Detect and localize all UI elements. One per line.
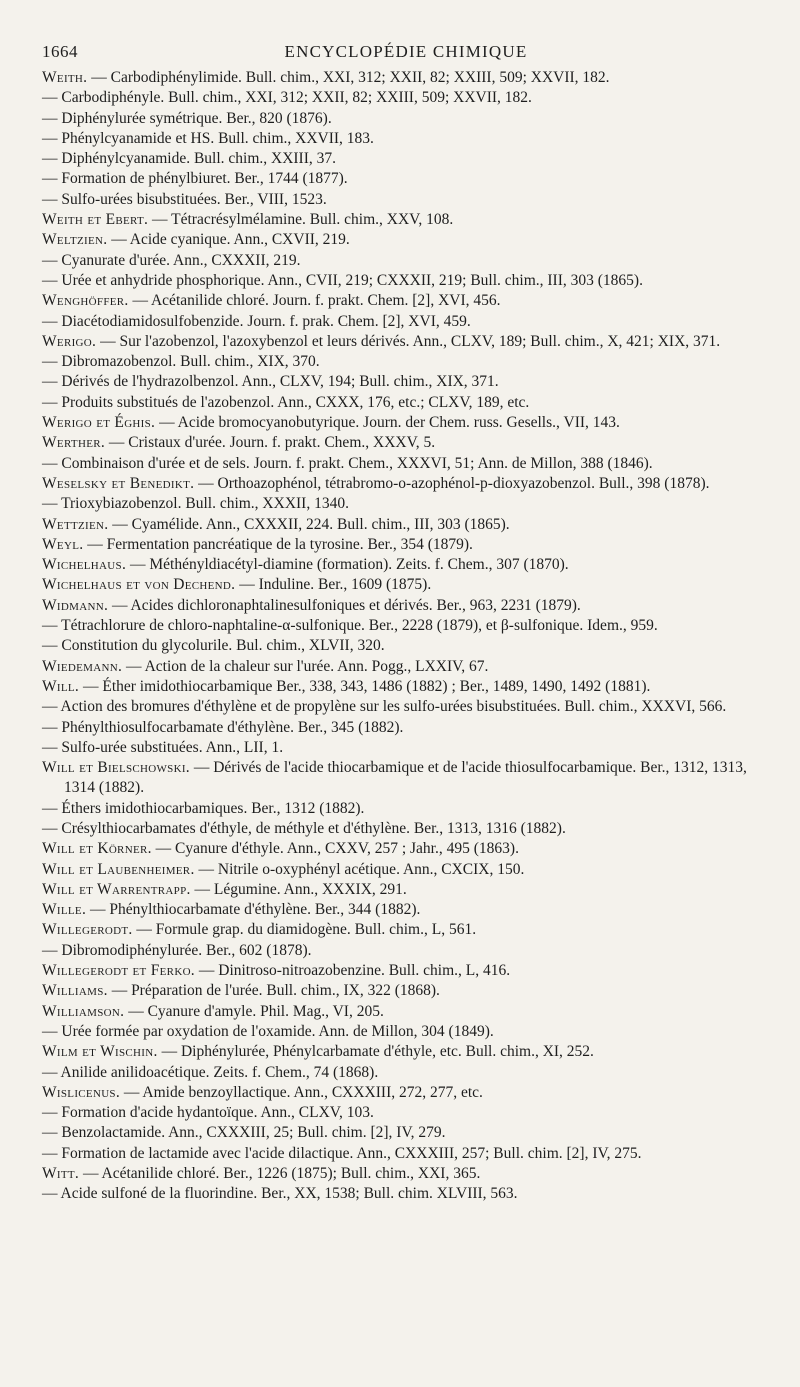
entry-text: — Action des bromures d'éthylène et de propylène sur les sulfo-urées bisubstituées. Bull. chim., XXXVI, 566.: [42, 698, 727, 716]
entry-text: — Éther imidothiocarbamique Ber., 338, 343, 1486 (1882) ; Ber., 1489, 1490, 1492 (1881).: [79, 677, 651, 695]
bibliography-list: [42, 68, 770, 1205]
bibliography-entry: [42, 169, 770, 189]
entry-text: — Induline. Ber., 1609 (1875).: [235, 576, 432, 594]
entry-author: Wille.: [42, 901, 87, 919]
entry-text: — Dibromodiphénylurée. Ber., 602 (1878).: [42, 941, 312, 959]
bibliography-entry: [42, 474, 770, 494]
entry-text: — Préparation de l'urée. Bull. chim., IX, 322 (1868).: [107, 982, 440, 1000]
entry-author: Williamson.: [42, 1002, 125, 1020]
entry-author: Weith.: [42, 69, 88, 86]
entry-text: — Action de la chaleur sur l'urée. Ann. Pogg., LXXIV, 67.: [122, 657, 489, 675]
entry-text: — Benzolactamide. Ann., CXXXIII, 25; Bull. chim. [2], IV, 279.: [42, 1124, 446, 1142]
entry-text: — Phénylthiosulfocarbamate d'éthylène. Ber., 345 (1882).: [42, 718, 404, 736]
entry-author: Wichelhaus.: [42, 556, 127, 574]
page-header: [42, 38, 770, 64]
bibliography-entry: [42, 860, 770, 880]
bibliography-entry: [42, 575, 770, 595]
bibliography-entry: [42, 1042, 770, 1062]
entry-text: — Méthényldiacétyl-diamine (formation). Zeits. f. Chem., 307 (1870).: [126, 556, 569, 574]
entry-text: — Éthers imidothiocarbamiques. Ber., 1312 (1882).: [42, 799, 365, 817]
entry-author: Wenghöffer.: [42, 292, 129, 310]
bibliography-entry: [42, 109, 770, 129]
bibliography-entry: [42, 758, 770, 799]
bibliography-entry: [42, 819, 770, 839]
bibliography-entry: [42, 332, 770, 352]
entry-text: — Anilide anilidoacétique. Zeits. f. Chem., 74 (1868).: [42, 1063, 379, 1081]
bibliography-entry: [42, 352, 770, 372]
entry-text: — Tétracrésylmélamine. Bull. chim., XXV, 108.: [148, 211, 454, 229]
bibliography-entry: [42, 1144, 770, 1164]
entry-text: — Orthoazophénol, tétrabromo-o-azophénol-p-dioxyazobenzol. Bull., 398 (1878).: [194, 474, 710, 492]
bibliography-entry: [42, 1022, 770, 1042]
entry-author: Werigo.: [42, 332, 97, 350]
entry-text: — Formule grap. du diamidogène. Bull. chim., L, 561.: [132, 921, 477, 939]
bibliography-entry: [42, 190, 770, 210]
entry-author: Will et Warrentrapp.: [42, 880, 191, 898]
entry-text: — Fermentation pancréatique de la tyrosine. Ber., 354 (1879).: [83, 535, 473, 553]
entry-author: Willegerodt et Ferko.: [42, 962, 195, 980]
entry-author: Widmann.: [42, 596, 109, 614]
entry-text: — Acétanilide chloré. Ber., 1226 (1875); Bull. chim., XXI, 365.: [79, 1165, 481, 1183]
entry-text: — Sulfo-urée substituées. Ann., LII, 1.: [42, 738, 284, 756]
bibliography-entry: [42, 616, 770, 636]
entry-text: — Diphénylurée symétrique. Ber., 820 (1876).: [42, 109, 332, 127]
bibliography-entry: [42, 1083, 770, 1103]
entry-author: Weltzien.: [42, 231, 108, 249]
entry-author: Weyl.: [42, 535, 84, 553]
entry-text: — Diphénylcyanamide. Bull. chim., XXIII, 37.: [42, 150, 337, 168]
entry-text: — Dérivés de l'hydrazolbenzol. Ann., CLXV, 194; Bull. chim., XIX, 371.: [42, 373, 499, 391]
entry-text: — Acide sulfoné de la fluorindine. Ber., XX, 1538; Bull. chim. XLVIII, 563.: [42, 1185, 518, 1203]
entry-text: — Cyanure d'amyle. Phil. Mag., VI, 205.: [124, 1002, 384, 1020]
entry-text: — Tétrachlorure de chloro-naphtaline-α-sulfonique. Ber., 2228 (1879), et β-sulfonique. Idem., 959.: [42, 617, 658, 635]
entry-author: Witt.: [42, 1165, 80, 1183]
entry-author: Werigo et Éghis.: [42, 414, 156, 432]
entry-text: — Urée et anhydride phosphorique. Ann., CVII, 219; CXXXII, 219; Bull. chim., III, 303 (1865).: [42, 271, 643, 289]
entry-text: — Trioxybiazobenzol. Bull. chim., XXXII, 1340.: [42, 495, 349, 513]
bibliography-entry: [42, 677, 770, 697]
bibliography-entry: [42, 1184, 770, 1204]
entry-text: — Dibromazobenzol. Bull. chim., XIX, 370.: [42, 353, 320, 371]
entry-text: — Diphénylurée, Phénylcarbamate d'éthyle, etc. Bull. chim., XI, 252.: [157, 1043, 594, 1061]
entry-text: — Urée formée par oxydation de l'oxamide. Ann. de Millon, 304 (1849).: [42, 1022, 494, 1040]
entry-author: Wettzien.: [42, 515, 109, 533]
entry-text: — Cyamélide. Ann., CXXXII, 224. Bull. chim., III, 303 (1865).: [108, 515, 510, 533]
entry-text: — Crésylthiocarbamates d'éthyle, de méthyle et d'éthylène. Ber., 1313, 1316 (1882).: [42, 819, 566, 837]
entry-text: — Phénylthiocarbamate d'éthylène. Ber., 344 (1882).: [86, 901, 421, 919]
bibliography-entry: [42, 129, 770, 149]
entry-text: — Amide benzoyllactique. Ann., CXXXIII, 272, 277, etc.: [120, 1083, 483, 1101]
bibliography-entry: [42, 312, 770, 332]
bibliography-entry: [42, 1063, 770, 1083]
bibliography-entry: [42, 230, 770, 250]
entry-text: — Phénylcyanamide et HS. Bull. chim., XXVII, 183.: [42, 129, 374, 147]
entry-text: — Constitution du glycolurile. Bul. chim., XLVII, 320.: [42, 637, 385, 655]
entry-text: — Cyanure d'éthyle. Ann., CXXV, 257 ; Jahr., 495 (1863).: [151, 840, 519, 858]
bibliography-entry: [42, 555, 770, 575]
bibliography-entry: [42, 941, 770, 961]
entry-text: — Légumine. Ann., XXXIX, 291.: [190, 880, 407, 898]
entry-author: Wilm et Wischin.: [42, 1043, 158, 1061]
bibliography-entry: [42, 718, 770, 738]
page-number: 1664: [42, 42, 78, 61]
bibliography-entry: [42, 88, 770, 108]
entry-text: — Acétanilide chloré. Journ. f. prakt. Chem. [2], XVI, 456.: [128, 292, 501, 310]
bibliography-entry: [42, 657, 770, 677]
entry-text: — Formation de phénylbiuret. Ber., 1744 (1877).: [42, 170, 348, 188]
bibliography-entry: [42, 494, 770, 514]
entry-author: Weselsky et Benedikt.: [42, 474, 195, 492]
entry-text: — Dinitroso-nitroazobenzine. Bull. chim., L, 416.: [195, 962, 511, 980]
entry-text: — Acide cyanique. Ann., CXVII, 219.: [107, 231, 350, 249]
bibliography-entry: [42, 515, 770, 535]
bibliography-entry: [42, 799, 770, 819]
entry-author: Wislicenus.: [42, 1083, 121, 1101]
entry-text: — Sulfo-urées bisubstituées. Ber., VIII, 1523.: [42, 190, 327, 208]
bibliography-entry: [42, 900, 770, 920]
bibliography-entry: [42, 839, 770, 859]
bibliography-entry: [42, 413, 770, 433]
bibliography-entry: [42, 596, 770, 616]
entry-author: Willegerodt.: [42, 921, 133, 939]
bibliography-entry: [42, 433, 770, 453]
bibliography-entry: [42, 697, 770, 717]
entry-text: — Produits substitués de l'azobenzol. Ann., CXXX, 176, etc.; CLXV, 189, etc.: [42, 393, 530, 411]
entry-author: Williams.: [42, 982, 108, 1000]
entry-author: Will et Laubenheimer.: [42, 860, 195, 878]
bibliography-entry: [42, 1123, 770, 1143]
entry-text: — Nitrile o-oxyphényl acétique. Ann., CXCIX, 150.: [194, 860, 525, 878]
entry-text: — Cristaux d'urée. Journ. f. prakt. Chem., XXXV, 5.: [105, 434, 436, 452]
bibliography-entry: [42, 149, 770, 169]
bibliography-entry: [42, 535, 770, 555]
bibliography-entry: [42, 454, 770, 474]
bibliography-entry: [42, 372, 770, 392]
entry-text: — Dérivés de l'acide thiocarbamique et de l'acide thiosulfocarbamique. Ber., 1312, 1313, 1314 (1882).: [64, 759, 747, 797]
entry-author: Will.: [42, 677, 80, 695]
entry-text: — Formation d'acide hydantoïque. Ann., CLXV, 103.: [42, 1104, 374, 1122]
bibliography-entry: [42, 251, 770, 271]
running-title: ENCYCLOPÉDIE CHIMIQUE: [284, 42, 528, 61]
bibliography-entry: [42, 1103, 770, 1123]
entry-text: — Cyanurate d'urée. Ann., CXXXII, 219.: [42, 251, 301, 269]
bibliography-entry: [42, 210, 770, 230]
entry-text: — Carbodiphényle. Bull. chim., XXI, 312; XXII, 82; XXIII, 509; XXVII, 182.: [42, 89, 532, 107]
bibliography-entry: [42, 393, 770, 413]
entry-text: — Acides dichloronaphtalinesulfoniques et dérivés. Ber., 963, 2231 (1879).: [108, 596, 581, 614]
bibliography-entry: [42, 1164, 770, 1184]
bibliography-entry: [42, 68, 770, 88]
entry-author: Wiedemann.: [42, 657, 123, 675]
bibliography-entry: [42, 981, 770, 1001]
entry-text: — Carbodiphénylimide. Bull. chim., XXI, 312; XXII, 82; XXIII, 509; XXVII, 182.: [87, 69, 610, 86]
bibliography-entry: [42, 880, 770, 900]
entry-text: — Formation de lactamide avec l'acide dilactique. Ann., CXXXIII, 257; Bull. chim. [2], IV, 275.: [42, 1144, 642, 1162]
bibliography-entry: [42, 636, 770, 656]
bibliography-entry: [42, 738, 770, 758]
bibliography-entry: [42, 271, 770, 291]
bibliography-entry: [42, 961, 770, 981]
bibliography-entry: [42, 291, 770, 311]
entry-author: Weith et Ebert.: [42, 211, 149, 229]
entry-author: Werther.: [42, 434, 106, 452]
entry-text: — Acide bromocyanobutyrique. Journ. der Chem. russ. Gesells., VII, 143.: [155, 414, 620, 432]
bibliography-entry: [42, 920, 770, 940]
entry-text: — Diacétodiamidosulfobenzide. Journ. f. prak. Chem. [2], XVI, 459.: [42, 312, 471, 330]
entry-author: Wichelhaus et von Dechend.: [42, 576, 236, 594]
entry-text: — Sur l'azobenzol, l'azoxybenzol et leurs dérivés. Ann., CLXV, 189; Bull. chim., X, 421; XIX, 371.: [96, 332, 721, 350]
entry-text: — Combinaison d'urée et de sels. Journ. f. prakt. Chem., XXXVI, 51; Ann. de Millon, 388 (1846).: [42, 454, 653, 472]
entry-author: Will et Körner.: [42, 840, 152, 858]
bibliography-entry: [42, 1002, 770, 1022]
entry-author: Will et Bielschowski.: [42, 759, 190, 777]
